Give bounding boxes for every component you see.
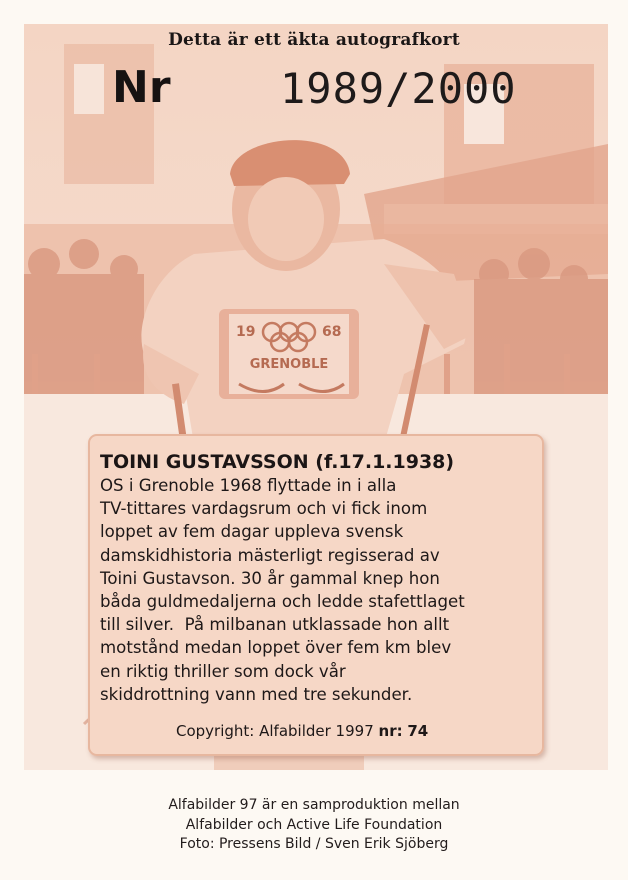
footer-line-1: Alfabilder 97 är en samproduktion mellan [168,797,460,813]
bio-line-9: en riktig thriller som dock vår [100,661,346,681]
bio-line-3: loppet av fem dagar uppleva svensk [100,522,404,542]
authenticity-line: Detta är ett äkta autografkort [168,30,460,50]
birth-date: (f.17.1.1938) [315,451,455,473]
footer-line-2: Alfabilder och Active Life Foundation [185,816,443,833]
number-label: Nr [112,62,171,113]
card-number-label: nr: [378,722,403,740]
footer-line-3: Foto: Pressens Bild / Sven Erik Sjöberg [179,836,449,852]
bio-line-1: OS i Grenoble 1968 flyttade in i alla [100,476,397,495]
bib-year-right: 68 [322,324,342,340]
bio-line-10: skiddrottning vann med tre sekunder. [100,684,413,704]
bio-box [88,434,544,756]
card-number: 74 [407,722,429,740]
bio-line-4: damskidhistoria mästerligt regisserad av [100,545,440,565]
bib-year-left: 19 [236,324,256,340]
bio-line-6: båda guldmedaljerna och ledde stafettlaget [100,592,465,612]
bio-line-8: motstånd medan loppet över fem km blev [100,638,452,658]
bio-line-2: TV-tittares vardagsrum och vi fick inom [100,499,428,519]
footer-credits [0,796,628,855]
copyright-line [176,722,428,740]
athlete-name: TOINI GUSTAVSSON [100,451,309,473]
bio-heading [100,450,544,474]
edition-number: 1989/2000 [280,64,517,113]
bio-line-7: till silver. På milbanan utklassade hon allt [100,615,450,635]
bio-line-5: Toini Gustavson. 30 år gammal knep hon [100,568,440,588]
bib-text: GRENOBLE [249,357,329,372]
copyright-text: Copyright: Alfabilder 1997 [176,722,374,740]
